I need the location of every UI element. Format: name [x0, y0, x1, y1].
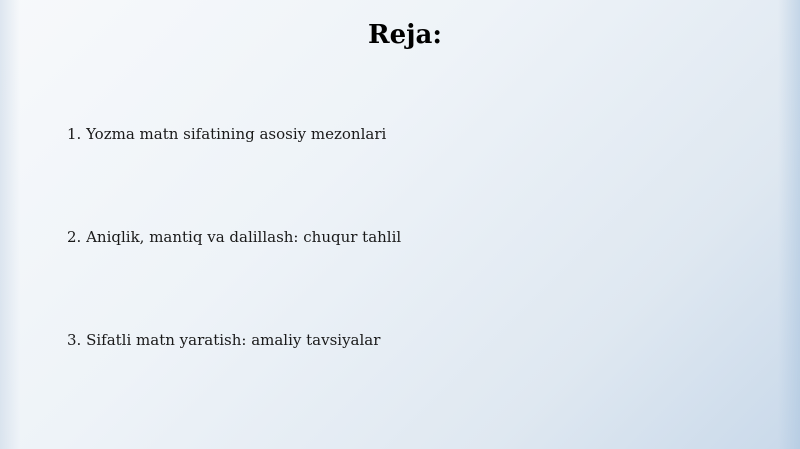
plan-item-2: 2. Aniqlik, mantiq va dalillash: chuqur tahlil: [67, 228, 402, 246]
slide-left-edge: [0, 0, 20, 449]
plan-item-1: 1. Yozma matn sifatining asosiy mezonlari: [67, 125, 387, 143]
slide-right-edge: [778, 0, 800, 449]
plan-list: [67, 124, 401, 350]
plan-item-3: 3. Sifatli matn yaratish: amaliy tavsiyalar: [67, 331, 381, 349]
slide-title: Reja:: [367, 20, 442, 50]
